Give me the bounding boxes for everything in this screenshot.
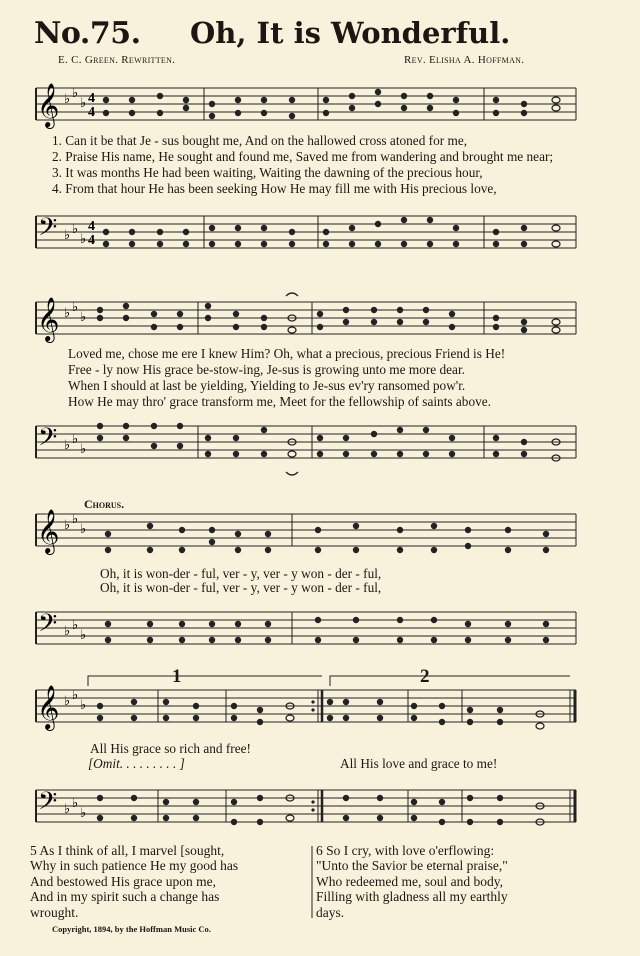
- stanza-divider: [311, 846, 313, 918]
- svg-text:♭: ♭: [72, 795, 79, 810]
- hymn-number: No.75.: [34, 16, 141, 51]
- svg-text:♭: ♭: [72, 687, 79, 702]
- endings-bass-staff: [0, 774, 640, 830]
- svg-text:♭: ♭: [64, 305, 71, 320]
- system1-treble-staff: [0, 78, 640, 140]
- system2-treble-staff: [0, 292, 640, 354]
- svg-text:♭: ♭: [80, 805, 87, 820]
- stanza-6-line: Filling with gladness all my earthly: [316, 889, 508, 905]
- omit-marker: [Omit. . . . . . . . . ]: [88, 756, 185, 771]
- svg-text:♭: ♭: [80, 627, 87, 642]
- verse-1-line-1: 1. Can it be that Je - sus bought me, And on the hallowed cross atoned for me,: [52, 133, 468, 148]
- chorus-lyric-line-2: Oh, it is won-der - ful, ver - y, ver - y won - der - ful,: [100, 580, 382, 595]
- stanza-6: [316, 843, 508, 920]
- svg-text:𝄞: 𝄞: [37, 83, 60, 127]
- svg-text:♭: ♭: [64, 801, 71, 816]
- svg-text:4: 4: [88, 105, 95, 120]
- chorus-bass-staff: [0, 604, 640, 660]
- svg-text:♭: ♭: [72, 85, 79, 100]
- svg-text:♭: ♭: [80, 309, 87, 324]
- stanza-5-line: 5 As I think of all, I marvel [sought,: [30, 843, 225, 858]
- first-ending-number: 1: [172, 666, 182, 687]
- stanza-6-line: Who redeemed me, soul and body,: [316, 873, 503, 889]
- svg-text:♭: ♭: [80, 231, 87, 246]
- svg-text:𝄢: 𝄢: [38, 609, 58, 644]
- svg-text:4: 4: [88, 91, 95, 106]
- svg-text:𝄞: 𝄞: [37, 685, 60, 729]
- stanza-6-line: days.: [316, 904, 345, 920]
- verse-2-line-1: 2. Praise His name, He sought and found me, Saved me from wandering and brought me near;: [52, 149, 554, 164]
- stanza-5-line: wrought.: [30, 904, 79, 920]
- svg-text:𝄢: 𝄢: [38, 423, 58, 458]
- svg-text:𝄢: 𝄢: [38, 213, 58, 248]
- svg-text:4: 4: [88, 219, 95, 234]
- svg-text:𝄞: 𝄞: [37, 297, 60, 341]
- hymn-title: Oh, It is Wonderful.: [190, 16, 511, 50]
- chorus-treble-staff: [0, 504, 640, 566]
- svg-text:♭: ♭: [80, 95, 87, 110]
- verse-4-line-2: How He may thro' grace transform me, Meet for the fellowship of saints above.: [68, 394, 491, 409]
- stanza-5-line: And in my spirit such a change has: [30, 889, 220, 905]
- author-credit: Rev. Elisha A. Hoffman.: [404, 54, 525, 66]
- svg-text:♭: ♭: [64, 517, 71, 532]
- svg-text:𝄞: 𝄞: [37, 509, 60, 553]
- copyright-notice: Copyright, 1894, by the Hoffman Music Co.: [52, 924, 211, 934]
- stanza-6-line: "Unto the Savior be eternal praise,": [316, 858, 508, 874]
- endings-treble-staff: [0, 672, 640, 744]
- second-ending-lyric: All His love and grace to me!: [340, 756, 498, 771]
- chorus-lyric-line-1: Oh, it is won-der - ful, ver - y, ver - y won - der - ful,: [100, 566, 382, 581]
- svg-text:♭: ♭: [64, 437, 71, 452]
- svg-text:♭: ♭: [72, 617, 79, 632]
- chorus-label: Chorus.: [84, 497, 125, 511]
- svg-text:♭: ♭: [72, 299, 79, 314]
- verse-2-line-2: Free - ly now His grace be-stow-ing, Je-sus is growing unto me more dear.: [68, 362, 465, 377]
- stanza-5: [30, 843, 238, 920]
- stanza-5-line: Why in such patience He my good has: [30, 858, 239, 874]
- system1-bass-staff: [0, 206, 640, 268]
- svg-text:♭: ♭: [80, 697, 87, 712]
- verse-4-line-1: 4. From that hour He has been seeking How He may fill me with His precious love,: [52, 181, 497, 196]
- verse-1-line-2: Loved me, chose me ere I knew Him? Oh, what a precious, precious Friend is He!: [68, 346, 506, 361]
- svg-text:♭: ♭: [64, 623, 71, 638]
- stanza-5-line: And bestowed His grace upon me,: [30, 873, 216, 889]
- svg-text:♭: ♭: [72, 511, 79, 526]
- svg-text:♭: ♭: [64, 693, 71, 708]
- svg-text:4: 4: [88, 233, 95, 248]
- system2-bass-staff: [0, 416, 640, 478]
- svg-text:♭: ♭: [72, 431, 79, 446]
- second-ending-number: 2: [420, 666, 430, 687]
- first-ending-lyric: All His grace so rich and free!: [90, 741, 251, 756]
- svg-text:♭: ♭: [64, 91, 71, 106]
- svg-text:♭: ♭: [72, 221, 79, 236]
- svg-text:♭: ♭: [64, 227, 71, 242]
- stanza-6-line: 6 So I cry, with love o'erflowing:: [316, 843, 495, 858]
- composer-credit: E. C. Green. Rewritten.: [58, 54, 176, 66]
- svg-text:♭: ♭: [80, 441, 87, 456]
- svg-text:♭: ♭: [80, 521, 87, 536]
- svg-text:𝄢: 𝄢: [38, 787, 58, 822]
- verse-3-line-1: 3. It was months He had been waiting, Waiting the dawning of the precious hour,: [52, 165, 483, 180]
- verse-3-line-2: When I should at last be yielding, Yielding to Je-sus ev'ry ransomed pow'r.: [68, 378, 466, 393]
